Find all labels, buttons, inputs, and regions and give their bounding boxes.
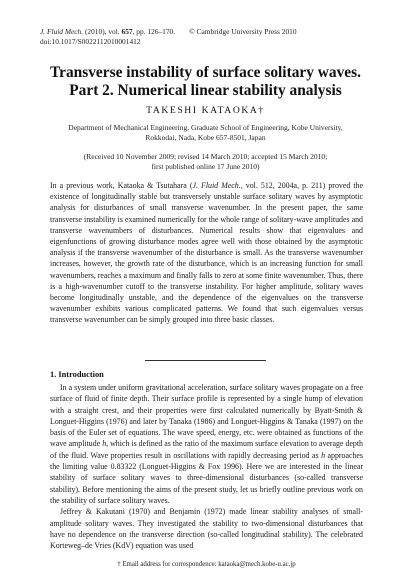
year: (2010), <box>83 27 109 36</box>
intro-paragraph-2: Jeffrey & Kakutani (1970) and Benjamin (1972) made linear stability analyses of small-amplitude solitary waves. They investigated the stability to two-dimensional disturbances that have no dependence on the transverse direction (so-called longitudinal stability). The celebrated Korteweg–de Vries (KdV) equation was used <box>50 507 363 551</box>
intro-p1-var-h: h <box>102 439 107 449</box>
section-heading: 1. Introduction <box>50 370 104 379</box>
introduction-text <box>50 382 363 551</box>
abstract-lead: In a previous work, Kataoka & Tsutahara ( <box>50 181 193 190</box>
abstract-ref-journal: J. Fluid Mech. <box>192 181 241 190</box>
correspondence-footnote: † Email address for correspondence: kataoka@mech.kobe-u.ac.jp <box>117 561 296 568</box>
page-range: , pp. 126–170. <box>132 27 176 36</box>
volume-label: vol. <box>108 27 120 36</box>
citation-line <box>40 27 297 37</box>
intro-p1-text-b: , which is defined as the ratio of the maximum surface elevation to average depth of the fluid. Wave properties result in oscillations with rapidly decreasing period as <box>50 439 363 460</box>
journal-header <box>40 27 297 47</box>
abstract <box>50 180 363 326</box>
intro-p1-var-h-2: h <box>321 450 326 460</box>
affiliation-line-2: Rokkodai, Nada, Kobe 657-8501, Japan <box>145 133 266 142</box>
affiliation-line-1: Department of Mechanical Engineering, Graduate School of Engineering, Kobe University, <box>68 123 343 132</box>
intro-p1-text-a: In a system under uniform gravitational acceleration, surface solitary waves propagate on a free surface of fluid of finite depth. Their surface profile is represented by a single hump of elevation with a straight crest, and their properties were first calculated numerically by Byatt-Smith & Longuet-Higgins (1976) and later by Tanaka (1986) and Longuet-Higgins & Tanaka (1997) on the basis of the Euler set of equations. The wave speed, energy, etc. were obtained as functions of the wave amplitude <box>50 383 363 449</box>
title-line-2: Part 2. Numerical linear stability analysis <box>69 82 342 99</box>
abstract-divider <box>145 360 266 361</box>
publication-dates <box>40 152 371 172</box>
doi: doi:10.1017/S0022112010001412 <box>40 37 141 46</box>
volume-number: 657 <box>119 27 133 36</box>
abstract-body: , vol. 512, 2004a, p. 211) proved the existence of longitudinally stable but transversely unstable surface solitary waves by asymptotic analysis for disturbances of small transverse wavenumber. In the present paper, the same transverse instability is examined numerically for the whole range of solitary-wave amplitudes and transverse wavenumbers of disturbances. Numerical results show that eigenvalues and eigenfunctions of growing disturbance modes agree well with those obtained by the asymptotic analysis if the transverse wavenumber of the disturbance is small. As the transverse wavenumber increases, however, the growth rate of the disturbance, which is an increasing function for small wavenumbers, reaches a maximum and finally falls to zero at some finite wavenumber. Thus, there is a high-wavenumber cutoff to the transverse instability. For higher amplitude, solitary waves become longitudinally unstable, and the dependence of the eigenvalues on the transverse wavenumber exhibits various complicated patterns. We found that such eigenvalues versus transverse wavenumber can be simply grouped into three basic classes. <box>50 181 363 325</box>
intro-paragraph-1 <box>50 382 363 506</box>
intro-p1-text-c: approaches the limiting value 0.83322 (Longuet-Higgins & Fox 1996). Here we are interested in the linear stability of surface solitary waves to three-dimensional disturbances (so-called transverse stability). Before mentioning the aims of the present study, let us briefly outline previous work on the stability of surface solitary waves. <box>50 450 363 505</box>
author-name: TAKESHI KATAOKA† <box>146 105 265 116</box>
dates-line-2: first published online 17 June 2010) <box>151 162 260 171</box>
dates-line-1: (Received 10 November 2009; revised 14 March 2010; accepted 15 March 2010; <box>83 152 328 161</box>
journal-name: J. Fluid Mech. <box>40 27 84 36</box>
affiliation <box>40 123 371 143</box>
title-line-1: Transverse instability of surface solitary waves. <box>50 64 361 81</box>
paper-title <box>20 64 391 100</box>
copyright-notice: © Cambridge University Press 2010 <box>189 27 297 36</box>
